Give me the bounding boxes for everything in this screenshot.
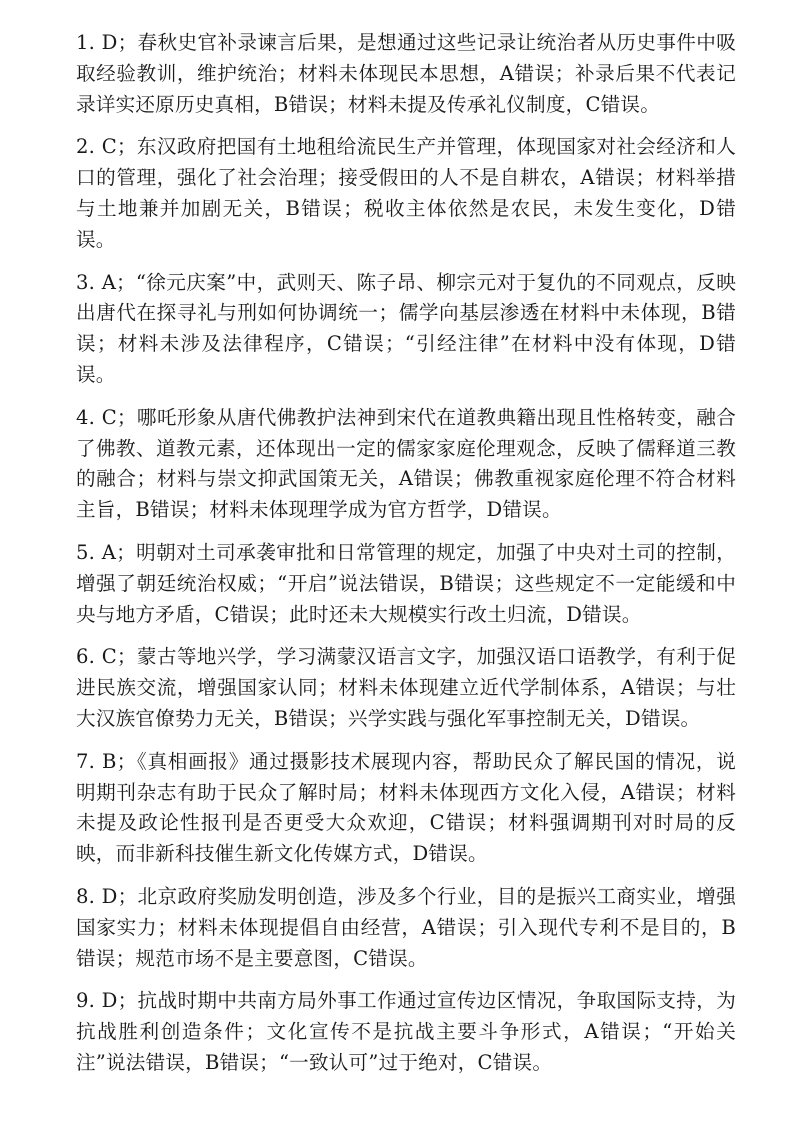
answer-item-9: 9. D；抗战时期中共南方局外事工作通过宣传边区情况，争取国际支持，为抗战胜利创造条件；文化宣传不是抗战主要斗争形式，A错误；“开始关注”说法错误，B错误；“一致认可”过于绝对，C错误。 <box>76 989 736 1074</box>
answer-item-1: 1. D；春秋史官补录谏言后果，是想通过这些记录让统治者从历史事件中吸取经验教训，维护统治；材料未体现民本思想，A错误；补录后果不代表记录详实还原历史真相，B错误；材料未提及传承礼仪制度，C错误。 <box>76 31 736 116</box>
answer-item-2: 2. C；东汉政府把国有土地租给流民生产并管理，体现国家对社会经济和人口的管理，强化了社会治理；接受假田的人不是自耕农，A错误；材料举措与土地兼并加剧无关，B错误；税收主体依然是农民，未发生变化，D错误。 <box>76 135 736 251</box>
answer-item-4: 4. C；哪吒形象从唐代佛教护法神到宋代在道教典籍出现且性格转变，融合了佛教、道教元素，还体现出一定的儒家家庭伦理观念，反映了儒释道三教的融合；材料与崇文抑武国策无关，A错误；佛教重视家庭伦理不符合材料主旨，B错误；材料未体现理学成为官方哲学，D错误。 <box>76 405 736 522</box>
answer-item-5: 5. A；明朝对土司承袭审批和日常管理的规定，加强了中央对土司的控制，增强了朝廷统治权威；“开启”说法错误，B错误；这些规定不一定能缓和中央与地方矛盾，C错误；此时还未大规模实行改土归流，D错误。 <box>76 540 736 626</box>
answer-item-6: 6. C；蒙古等地兴学，学习满蒙汉语言文字，加强汉语口语教学，有利于促进民族交流，增强国家认同；材料未体现建立近代学制体系，A错误；与壮大汉族官僚势力无关，B错误；兴学实践与强化军事控制无关，D错误。 <box>76 645 736 730</box>
answer-item-8: 8. D；北京政府奖励发明创造，涉及多个行业，目的是振兴工商实业，增强国家实力；材料未体现提倡自由经营，A错误；引入现代专利不是目的，B错误；规范市场不是主要意图，C错误。 <box>76 884 736 970</box>
answer-item-7: 7. B；《真相画报》通过摄影技术展现内容，帮助民众了解民国的情况，说明期刊杂志有助于民众了解时局；材料未体现西方文化入侵，A错误；材料未提及政论性报刊是否更受大众欢迎，C错误；材料强调期刊对时局的反映，而非新科技催生新文化传媒方式，D错误。 <box>76 749 736 866</box>
answer-item-3: 3. A；“徐元庆案”中，武则天、陈子昂、柳宗元对于复仇的不同观点，反映出唐代在探寻礼与刑如何协调统一；儒学向基层渗透在材料中未体现，B错误；材料未涉及法律程序，C错误；“引经注律”在材料中没有体现，D错误。 <box>76 270 736 386</box>
